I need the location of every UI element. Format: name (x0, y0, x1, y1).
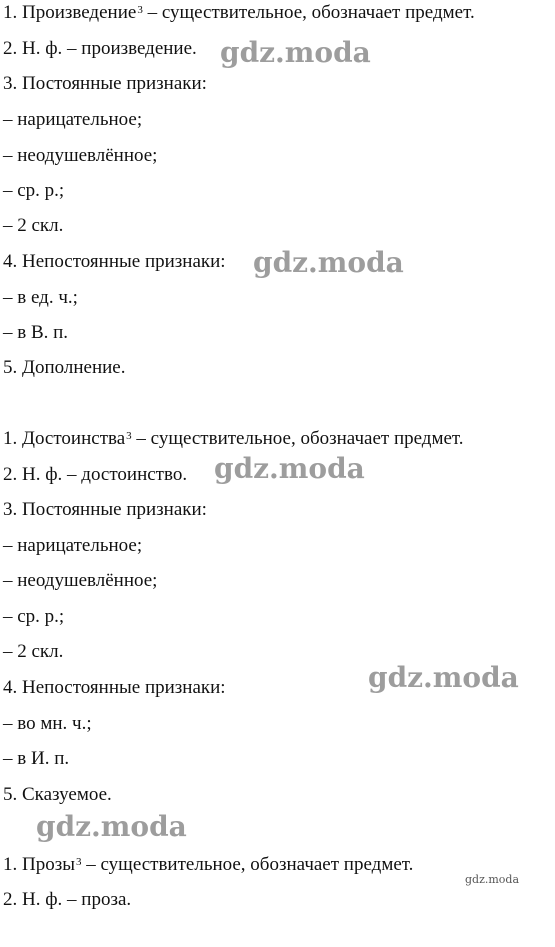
watermark-logo: gdz.moda (214, 452, 365, 485)
watermark-logo: gdz.moda (36, 810, 187, 843)
block2-line-11: 5. Сказуемое. (3, 784, 112, 805)
block2-line-7: – 2 скл. (3, 641, 64, 662)
watermark-logo: gdz.moda (253, 246, 404, 279)
block2-line-9: – во мн. ч.; (3, 713, 92, 734)
block1-line-2: 2. Н. ф. – произведение. (3, 38, 197, 59)
block2-line-4: – нарицательное; (3, 535, 143, 556)
block2-line-10: – в И. п. (3, 748, 70, 769)
word-text: 1. Достоинства (3, 428, 126, 449)
block1-line-6: – ср. р.; (3, 180, 65, 201)
line-text: – существительное, обозначает предмет. (81, 854, 414, 875)
word-text: 1. Прозы (3, 854, 75, 875)
block2-line-2: 2. Н. ф. – достоинство. (3, 464, 188, 485)
watermark-logo: gdz.moda (368, 661, 519, 694)
block1-line-4: – нарицательное; (3, 109, 143, 130)
block3-line-2: 2. Н. ф. – проза. (3, 889, 132, 910)
line-text: – существительное, обозначает предмет. (131, 428, 464, 449)
block1-line-7: – 2 скл. (3, 215, 64, 236)
block2-line-5: – неодушевлённое; (3, 570, 158, 591)
block2-line-1 (3, 428, 464, 450)
block1-line-11: 5. Дополнение. (3, 357, 126, 378)
block2-line-6: – ср. р.; (3, 606, 65, 627)
block3-line-1 (3, 854, 413, 876)
word-text: 1. Произведение (3, 2, 137, 23)
watermark-small: gdz.moda (465, 873, 520, 886)
superscript: 3 (137, 4, 143, 16)
block1-line-5: – неодушевлённое; (3, 145, 158, 166)
block1-line-9: – в ед. ч.; (3, 287, 78, 308)
superscript: 3 (76, 856, 82, 868)
line-text: – существительное, обозначает предмет. (142, 2, 475, 23)
watermark-logo: gdz.moda (220, 36, 371, 69)
block1-line-1 (3, 2, 475, 24)
block1-line-10: – в В. п. (3, 322, 69, 343)
superscript: 3 (126, 430, 132, 442)
block1-line-8: 4. Непостоянные признаки: (3, 251, 226, 272)
block2-line-3: 3. Постоянные признаки: (3, 499, 207, 520)
block1-line-3: 3. Постоянные признаки: (3, 73, 207, 94)
block2-line-8: 4. Непостоянные признаки: (3, 677, 226, 698)
